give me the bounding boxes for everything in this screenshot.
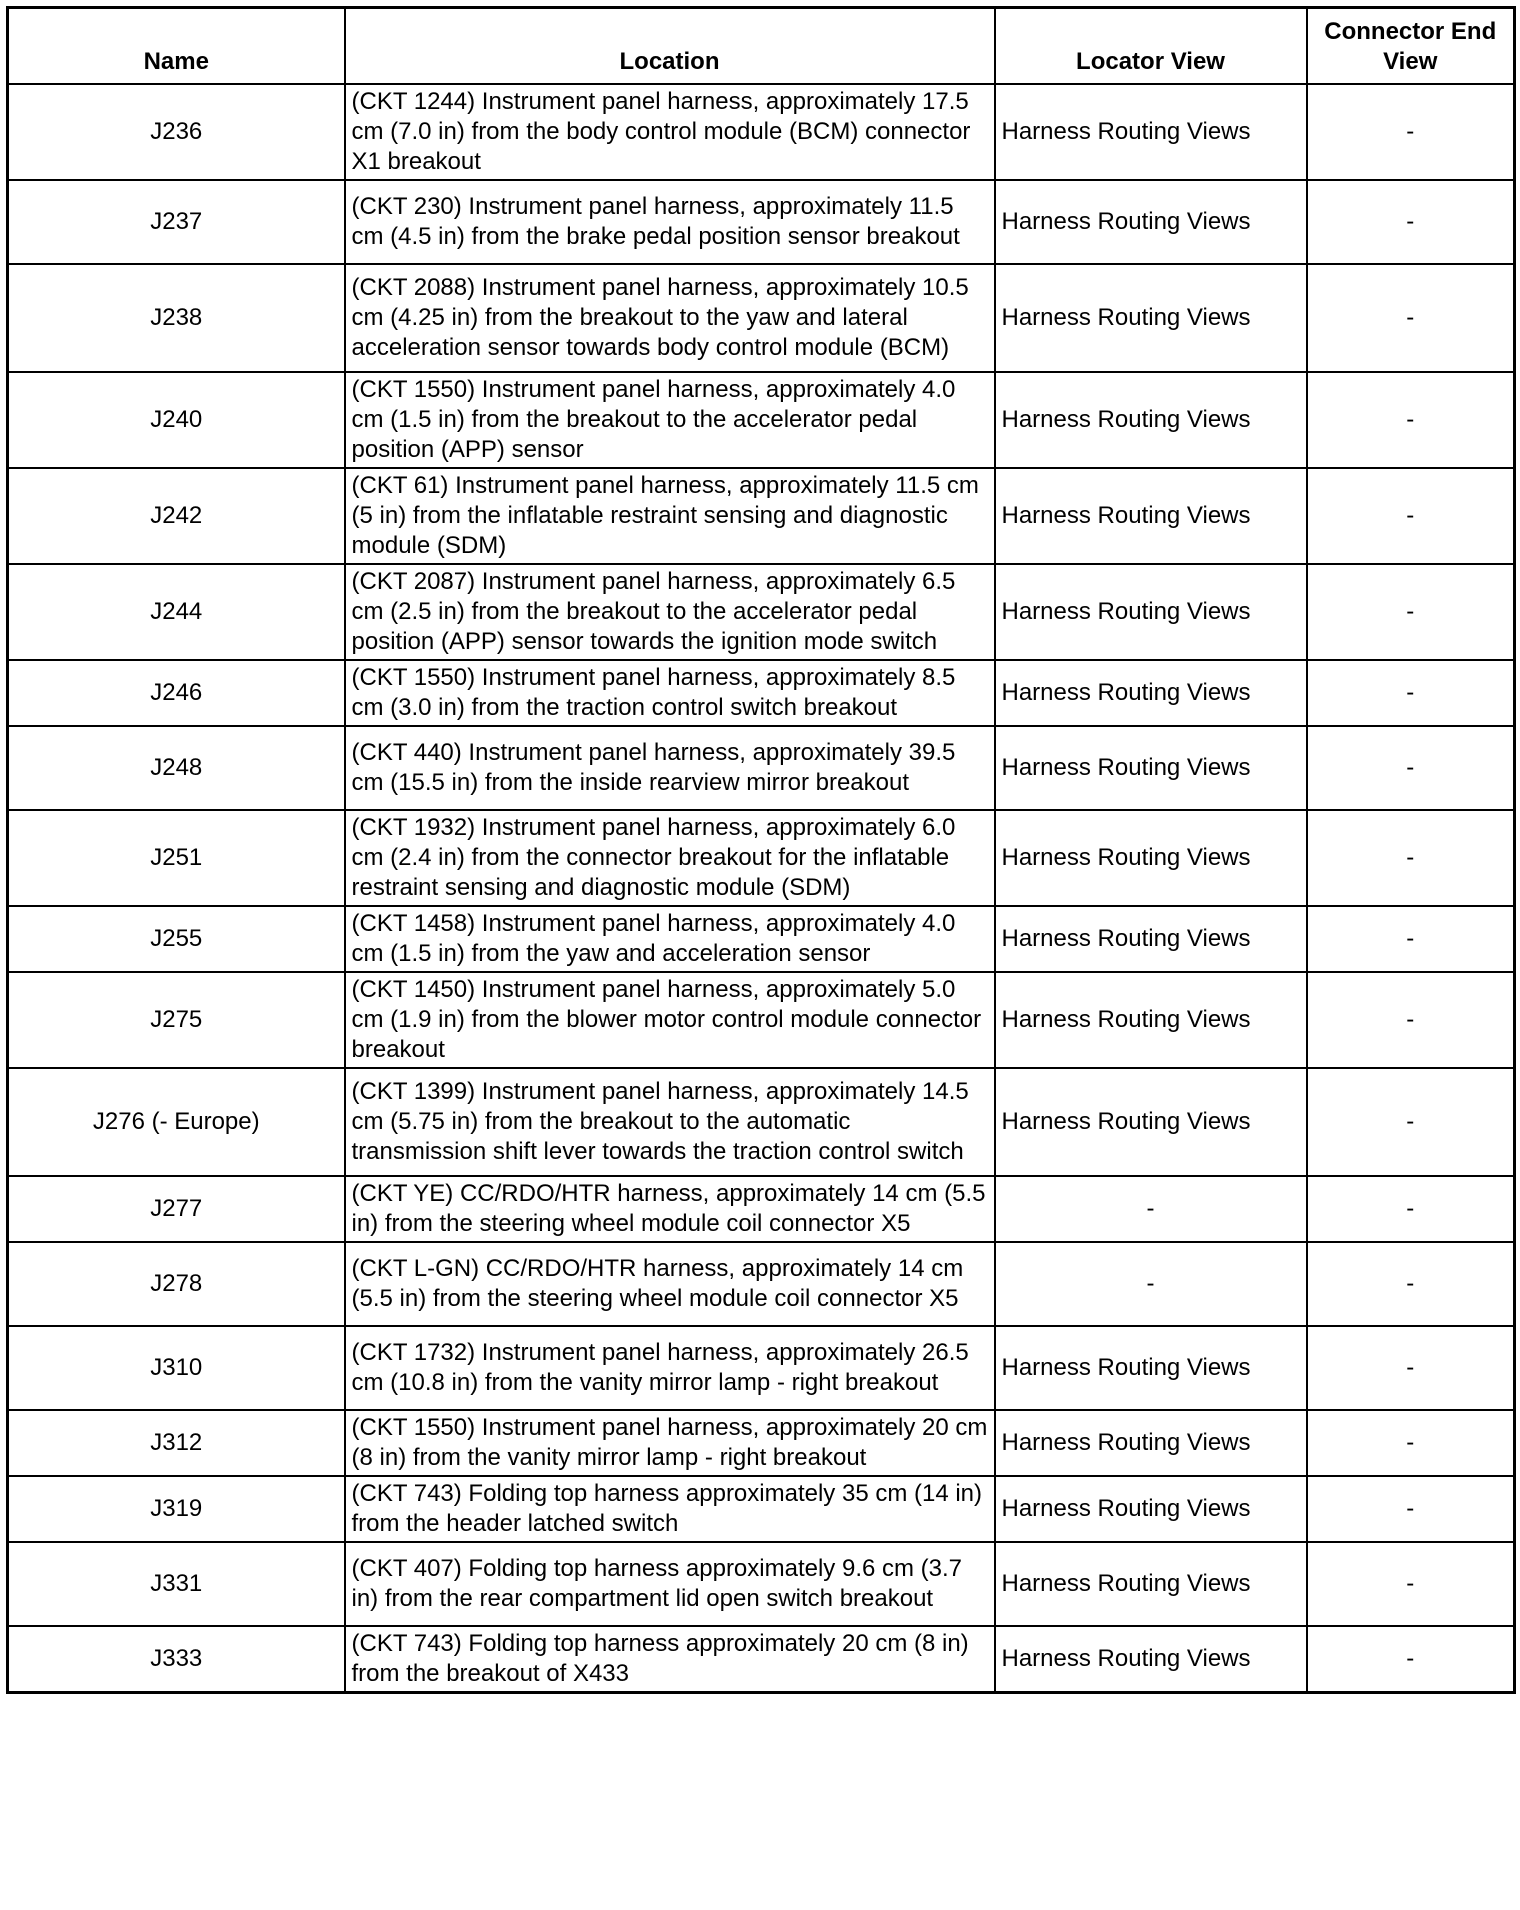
splice-location-table [6, 6, 1516, 1694]
cell-location: (CKT 1244) Instrument panel harness, approximately 17.5 cm (7.0 in) from the body control module (BCM) connector X1 breakout [345, 84, 995, 180]
cell-location: (CKT 1550) Instrument panel harness, approximately 8.5 cm (3.0 in) from the traction control switch breakout [345, 660, 995, 726]
table-body [8, 84, 1515, 1693]
cell-connector-end-view: - [1307, 1410, 1515, 1476]
cell-location: (CKT 1732) Instrument panel harness, approximately 26.5 cm (10.8 in) from the vanity mirror lamp - right breakout [345, 1326, 995, 1410]
header-location: Location [345, 8, 995, 85]
cell-connector-end-view: - [1307, 372, 1515, 468]
cell-location: (CKT 61) Instrument panel harness, approximately 11.5 cm (5 in) from the inflatable restraint sensing and diagnostic module (SDM) [345, 468, 995, 564]
cell-name: J319 [8, 1476, 345, 1542]
cell-connector-end-view: - [1307, 468, 1515, 564]
table-row [8, 1626, 1515, 1693]
cell-name: J238 [8, 264, 345, 372]
cell-location: (CKT 230) Instrument panel harness, approximately 11.5 cm (4.5 in) from the brake pedal position sensor breakout [345, 180, 995, 264]
cell-connector-end-view: - [1307, 1542, 1515, 1626]
cell-locator-view: Harness Routing Views [995, 810, 1307, 906]
cell-location: (CKT 1450) Instrument panel harness, approximately 5.0 cm (1.9 in) from the blower motor control module connector breakout [345, 972, 995, 1068]
cell-name: J310 [8, 1326, 345, 1410]
cell-locator-view: Harness Routing Views [995, 84, 1307, 180]
table-row [8, 1410, 1515, 1476]
cell-locator-view: Harness Routing Views [995, 1476, 1307, 1542]
cell-locator-view: Harness Routing Views [995, 1326, 1307, 1410]
cell-locator-view: Harness Routing Views [995, 660, 1307, 726]
header-locator-view: Locator View [995, 8, 1307, 85]
cell-connector-end-view: - [1307, 180, 1515, 264]
table-row [8, 180, 1515, 264]
cell-name: J244 [8, 564, 345, 660]
table-row [8, 468, 1515, 564]
cell-locator-view: - [995, 1176, 1307, 1242]
cell-location: (CKT L-GN) CC/RDO/HTR harness, approximately 14 cm (5.5 in) from the steering wheel module coil connector X5 [345, 1242, 995, 1326]
cell-name: J236 [8, 84, 345, 180]
cell-location: (CKT 2088) Instrument panel harness, approximately 10.5 cm (4.25 in) from the breakout to the yaw and lateral acceleration sensor towards body control module (BCM) [345, 264, 995, 372]
cell-location: (CKT 1550) Instrument panel harness, approximately 4.0 cm (1.5 in) from the breakout to the accelerator pedal position (APP) sensor [345, 372, 995, 468]
cell-name: J255 [8, 906, 345, 972]
table-row [8, 726, 1515, 810]
table-row [8, 660, 1515, 726]
cell-name: J277 [8, 1176, 345, 1242]
cell-location: (CKT YE) CC/RDO/HTR harness, approximately 14 cm (5.5 in) from the steering wheel module coil connector X5 [345, 1176, 995, 1242]
cell-locator-view: Harness Routing Views [995, 468, 1307, 564]
cell-name: J248 [8, 726, 345, 810]
cell-name: J278 [8, 1242, 345, 1326]
cell-name: J333 [8, 1626, 345, 1693]
cell-connector-end-view: - [1307, 1476, 1515, 1542]
cell-name: J251 [8, 810, 345, 906]
cell-locator-view: Harness Routing Views [995, 1626, 1307, 1693]
cell-connector-end-view: - [1307, 264, 1515, 372]
table-row [8, 1476, 1515, 1542]
table-row [8, 1068, 1515, 1176]
cell-location: (CKT 743) Folding top harness approximately 35 cm (14 in) from the header latched switch [345, 1476, 995, 1542]
cell-location: (CKT 1399) Instrument panel harness, approximately 14.5 cm (5.75 in) from the breakout to the automatic transmission shift lever towards the traction control switch [345, 1068, 995, 1176]
table-row [8, 1242, 1515, 1326]
cell-locator-view: Harness Routing Views [995, 906, 1307, 972]
cell-locator-view: Harness Routing Views [995, 1410, 1307, 1476]
cell-locator-view: Harness Routing Views [995, 564, 1307, 660]
cell-location: (CKT 407) Folding top harness approximately 9.6 cm (3.7 in) from the rear compartment lid open switch breakout [345, 1542, 995, 1626]
cell-connector-end-view: - [1307, 1326, 1515, 1410]
connector-table-sheet [6, 6, 1513, 1694]
cell-locator-view: Harness Routing Views [995, 372, 1307, 468]
table-header-row [8, 8, 1515, 85]
cell-connector-end-view: - [1307, 810, 1515, 906]
cell-connector-end-view: - [1307, 972, 1515, 1068]
cell-locator-view: Harness Routing Views [995, 1068, 1307, 1176]
cell-location: (CKT 2087) Instrument panel harness, approximately 6.5 cm (2.5 in) from the breakout to the accelerator pedal position (APP) sensor towards the ignition mode switch [345, 564, 995, 660]
cell-location: (CKT 1458) Instrument panel harness, approximately 4.0 cm (1.5 in) from the yaw and acceleration sensor [345, 906, 995, 972]
cell-locator-view: Harness Routing Views [995, 1542, 1307, 1626]
cell-connector-end-view: - [1307, 564, 1515, 660]
cell-name: J331 [8, 1542, 345, 1626]
cell-location: (CKT 743) Folding top harness approximately 20 cm (8 in) from the breakout of X433 [345, 1626, 995, 1693]
cell-name: J276 (- Europe) [8, 1068, 345, 1176]
cell-locator-view: Harness Routing Views [995, 972, 1307, 1068]
cell-connector-end-view: - [1307, 1176, 1515, 1242]
header-connector-end-view: Connector End View [1307, 8, 1515, 85]
cell-location: (CKT 1550) Instrument panel harness, approximately 20 cm (8 in) from the vanity mirror lamp - right breakout [345, 1410, 995, 1476]
table-row [8, 372, 1515, 468]
table-row [8, 564, 1515, 660]
cell-connector-end-view: - [1307, 1068, 1515, 1176]
cell-name: J312 [8, 1410, 345, 1476]
cell-connector-end-view: - [1307, 1626, 1515, 1693]
cell-connector-end-view: - [1307, 906, 1515, 972]
table-row [8, 1176, 1515, 1242]
cell-name: J242 [8, 468, 345, 564]
cell-location: (CKT 1932) Instrument panel harness, approximately 6.0 cm (2.4 in) from the connector breakout for the inflatable restraint sensing and diagnostic module (SDM) [345, 810, 995, 906]
table-row [8, 810, 1515, 906]
cell-name: J275 [8, 972, 345, 1068]
cell-connector-end-view: - [1307, 84, 1515, 180]
cell-locator-view: Harness Routing Views [995, 726, 1307, 810]
cell-connector-end-view: - [1307, 1242, 1515, 1326]
cell-connector-end-view: - [1307, 660, 1515, 726]
table-row [8, 906, 1515, 972]
cell-location: (CKT 440) Instrument panel harness, approximately 39.5 cm (15.5 in) from the inside rearview mirror breakout [345, 726, 995, 810]
cell-name: J237 [8, 180, 345, 264]
table-row [8, 264, 1515, 372]
cell-connector-end-view: - [1307, 726, 1515, 810]
table-row [8, 972, 1515, 1068]
cell-locator-view: Harness Routing Views [995, 264, 1307, 372]
table-row [8, 1542, 1515, 1626]
cell-locator-view: - [995, 1242, 1307, 1326]
table-row [8, 84, 1515, 180]
cell-name: J240 [8, 372, 345, 468]
cell-locator-view: Harness Routing Views [995, 180, 1307, 264]
header-name: Name [8, 8, 345, 85]
table-row [8, 1326, 1515, 1410]
cell-name: J246 [8, 660, 345, 726]
